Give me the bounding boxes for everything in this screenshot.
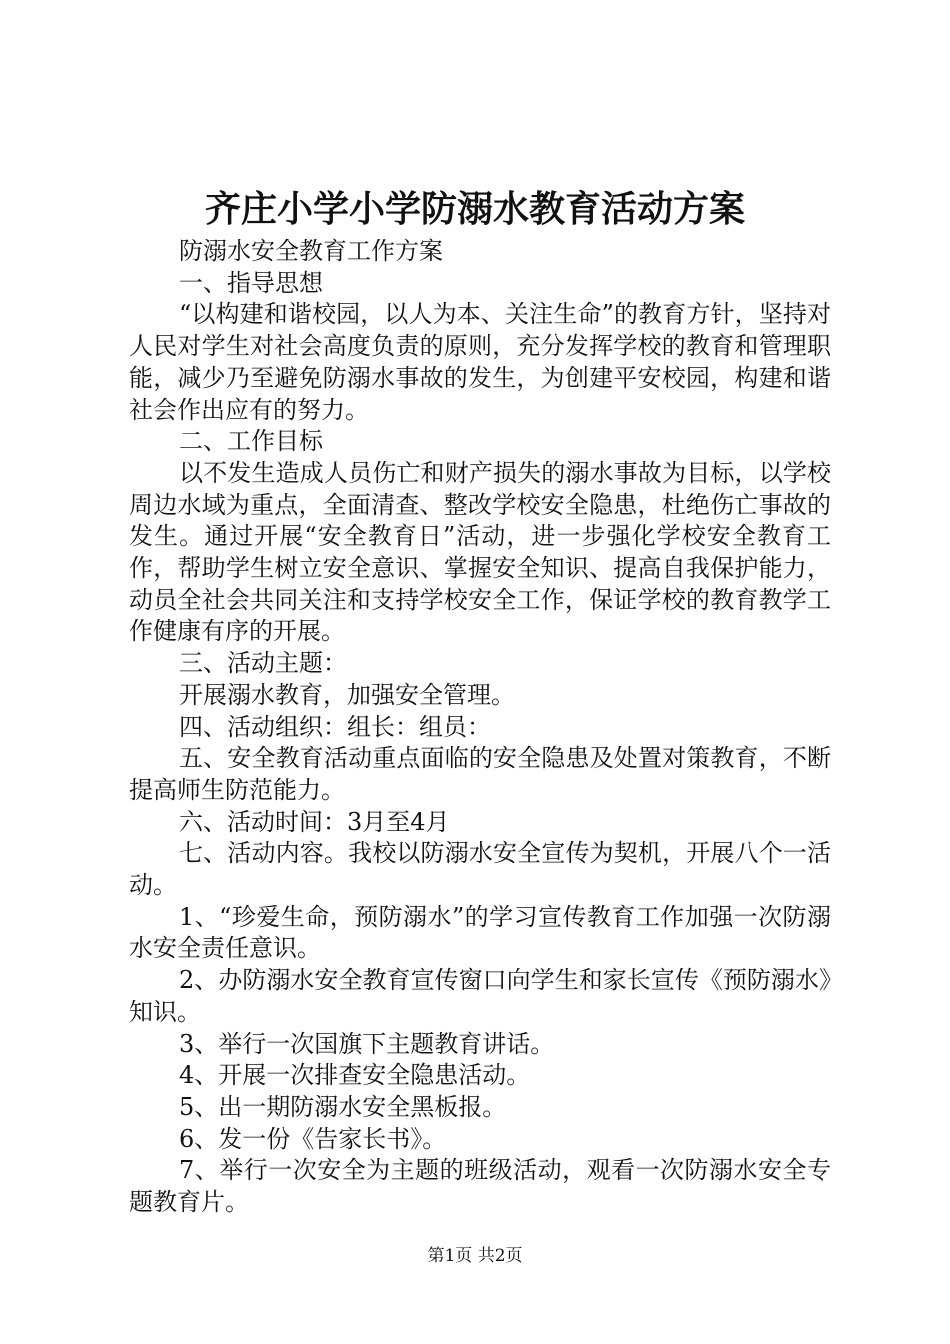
list-item: 1、“珍爱生命，预防溺水”的学习宣传教育工作加强一次防溺水安全责任意识。 xyxy=(129,902,831,963)
paragraph: 五、安全教育活动重点面临的安全隐患及处置对策教育，不断提高师生防范能力。 xyxy=(129,744,831,804)
paragraph: 防溺水安全教育工作方案 xyxy=(179,237,443,265)
document-body xyxy=(129,236,831,1219)
paragraph: “以构建和谐校园，以人为本、关注生命”的教育方针，坚持对人民对学生对社会高度负责的原则，充分发挥学校的教育和管理职能，减少乃至避免防溺水事故的发生，为创建平安校园，构建和谐社会作出应有的努力。 xyxy=(129,300,831,424)
list-item: 5、出一期防溺水安全黑板报。 xyxy=(179,1092,507,1121)
list-item: 6、发一份《告家长书》。 xyxy=(179,1124,447,1153)
list-item: 3、举行一次国旗下主题教育讲话。 xyxy=(179,1029,555,1058)
page-footer: 第1页 共2页 xyxy=(427,1246,523,1266)
section-heading: 六、活动时间：3月至4月 xyxy=(179,807,450,836)
list-item: 7、举行一次安全为主题的班级活动，观看一次防溺水安全专题教育片。 xyxy=(129,1156,831,1217)
section-heading: 一、指导思想 xyxy=(179,268,323,297)
list-item: 2、办防溺水安全教育宣传窗口向学生和家长宣传《预防溺水》知识。 xyxy=(129,966,831,1026)
section-heading: 三、活动主题： xyxy=(179,649,347,678)
document-title: 齐庄小学小学防溺水教育活动方案 xyxy=(204,188,745,230)
paragraph: 以不发生造成人员伤亡和财产损失的溺水事故为目标，以学校周边水域为重点，全面清查、整改学校安全隐患，杜绝伤亡事故的发生。通过开展“安全教育日”活动，进一步强化学校安全教育工作，帮助学生树立安全意识、掌握安全知识、提高自我保护能力，动员全社会共同关注和支持学校安全工作，保证学校的教育教学工作健康有序的开展。 xyxy=(129,458,831,646)
paragraph: 七、活动内容。我校以防溺水安全宣传为契机，开展八个一活动。 xyxy=(129,839,831,900)
list-item: 4、开展一次排查安全隐患活动。 xyxy=(179,1061,531,1090)
paragraph: 开展溺水教育，加强安全管理。 xyxy=(179,680,515,709)
section-heading: 二、工作目标 xyxy=(179,427,323,456)
section-heading: 四、活动组织：组长：组员： xyxy=(179,712,491,741)
